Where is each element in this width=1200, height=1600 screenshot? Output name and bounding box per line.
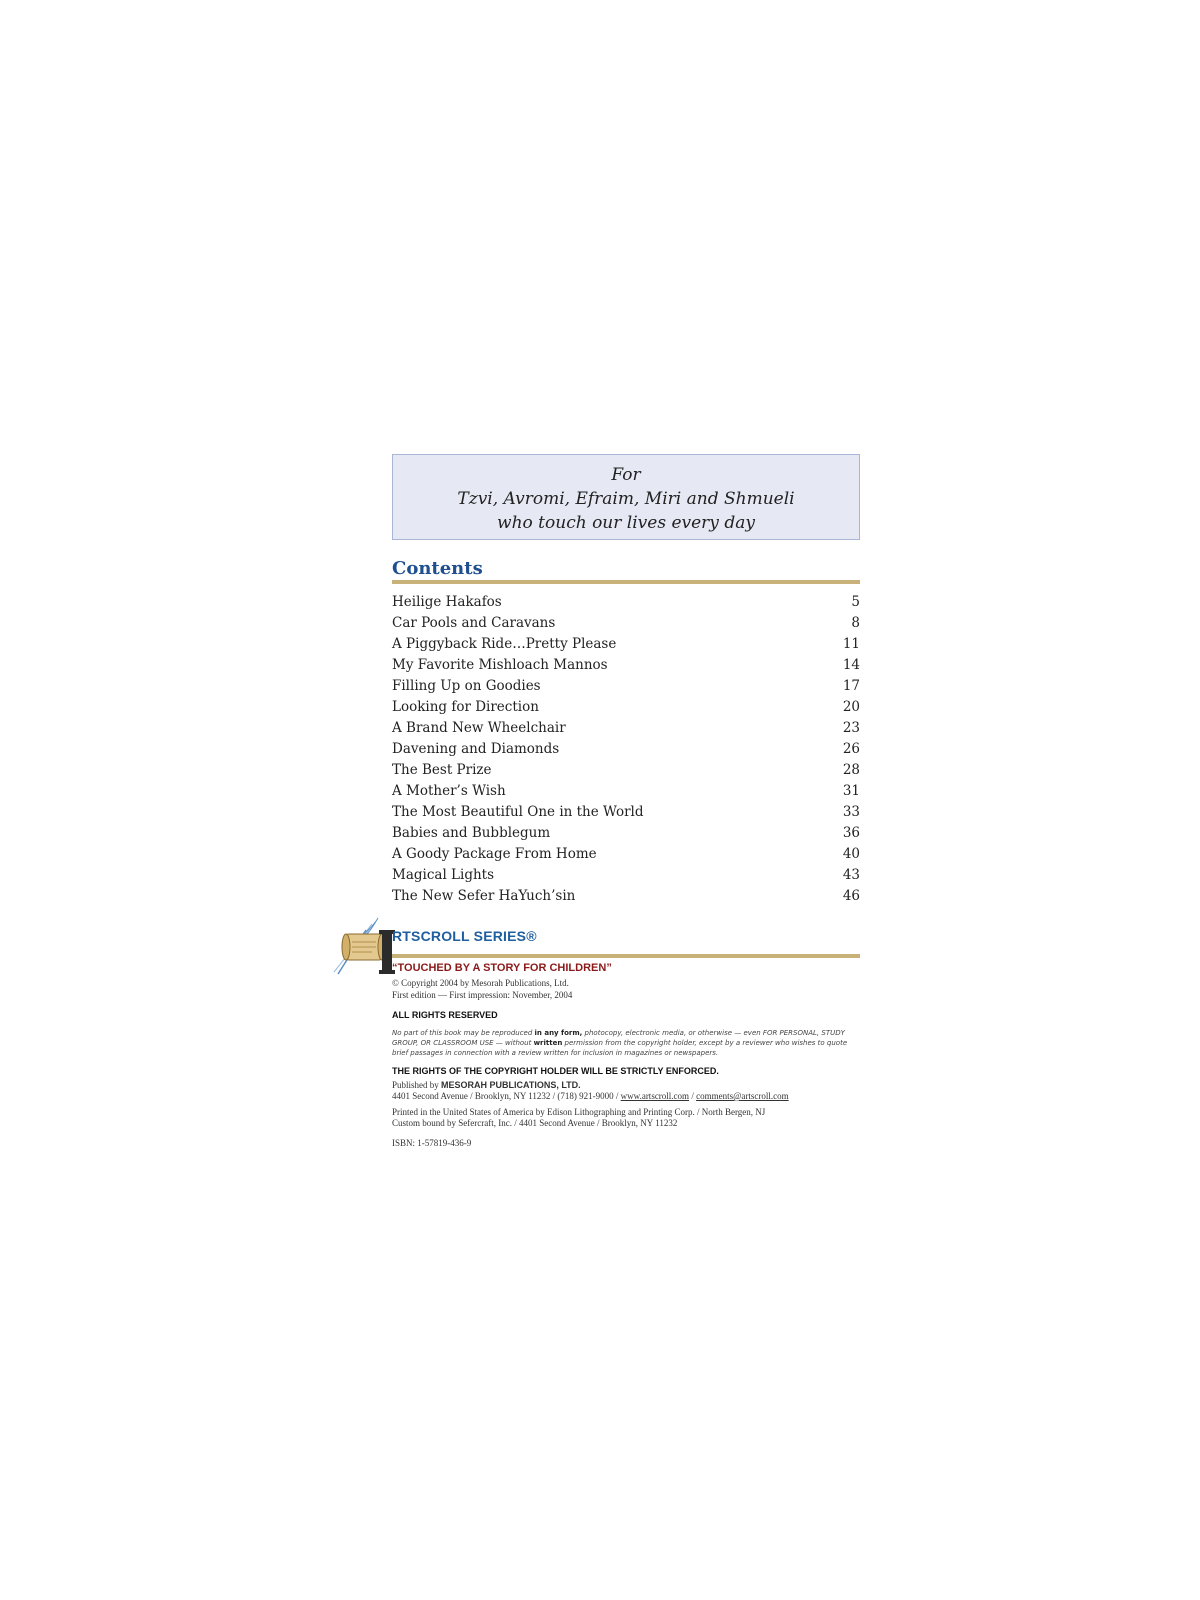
toc-entry bbox=[392, 718, 860, 739]
toc-entry-title: Babies and Bubblegum bbox=[392, 825, 551, 841]
notice-bold-2: written bbox=[533, 1039, 563, 1047]
toc-entry bbox=[392, 676, 860, 697]
reproduction-notice bbox=[392, 1028, 860, 1058]
dedication-box bbox=[392, 454, 860, 540]
dedication-line-2: Tzvi, Avromi, Efraim, Miri and Shmueli bbox=[457, 489, 795, 509]
address-text: 4401 Second Avenue / Brooklyn, NY 11232 / (718) 921-9000 / bbox=[392, 1091, 621, 1101]
toc-entry bbox=[392, 865, 860, 886]
notice-bold-1: in any form, bbox=[534, 1029, 583, 1037]
dedication-line-3: who touch our lives every day bbox=[497, 513, 755, 533]
toc-entry-title: Car Pools and Caravans bbox=[392, 615, 556, 631]
toc-entry-page: 43 bbox=[842, 867, 860, 883]
toc-entry-title: Davening and Diamonds bbox=[392, 741, 560, 757]
toc-entry-page: 17 bbox=[842, 678, 860, 694]
toc-entry bbox=[392, 823, 860, 844]
toc-entry-title: My Favorite Mishloach Mannos bbox=[392, 657, 608, 673]
rights-enforced: THE RIGHTS OF THE COPYRIGHT HOLDER WILL BE STRICTLY ENFORCED. bbox=[392, 1066, 719, 1076]
toc-entry-page: 28 bbox=[842, 762, 860, 778]
toc-entry-title: Magical Lights bbox=[392, 867, 495, 883]
notice-text-3: permission from the copyright holder, except by a reviewer who wishes to quote brief passages in connection with a review written for inclusion in magazines or newspapers. bbox=[392, 1039, 848, 1057]
publisher-name: MESORAH PUBLICATIONS, LTD. bbox=[441, 1080, 581, 1090]
toc-entry-page: 46 bbox=[842, 888, 860, 904]
edition-line: First edition — First impression: November, 2004 bbox=[392, 990, 573, 1000]
toc-entry-page: 20 bbox=[842, 699, 860, 715]
toc-entry-title: Filling Up on Goodies bbox=[392, 678, 541, 694]
toc-entry-page: 33 bbox=[842, 804, 860, 820]
toc-entry-title: A Mother’s Wish bbox=[392, 783, 506, 799]
toc-entry-title: A Brand New Wheelchair bbox=[392, 720, 566, 736]
toc-entry bbox=[392, 886, 860, 907]
toc-entry bbox=[392, 844, 860, 865]
website-link[interactable]: www.artscroll.com bbox=[620, 1091, 690, 1101]
copyright-line: © Copyright 2004 by Mesorah Publications, Ltd. bbox=[392, 978, 569, 988]
notice-text-1: No part of this book may be reproduced bbox=[392, 1029, 535, 1037]
toc-entry-page: 5 bbox=[851, 594, 860, 610]
toc-entry bbox=[392, 592, 860, 613]
bound-line: Custom bound by Sefercraft, Inc. / 4401 Second Avenue / Brooklyn, NY 11232 bbox=[392, 1118, 678, 1128]
toc-entry bbox=[392, 739, 860, 760]
email-link[interactable]: comments@artscroll.com bbox=[696, 1091, 789, 1101]
toc-entry-title: Looking for Direction bbox=[392, 699, 539, 715]
artscroll-scroll-logo-icon bbox=[332, 916, 396, 976]
toc-entry-title: The Best Prize bbox=[392, 762, 492, 778]
toc-entry bbox=[392, 760, 860, 781]
published-by-line bbox=[392, 1080, 581, 1091]
series-name: RTSCROLL SERIES® bbox=[392, 928, 537, 944]
rights-reserved: ALL RIGHTS RESERVED bbox=[392, 1010, 498, 1020]
printed-line: Printed in the United States of America by Edison Lithographing and Printing Corp. / North Bergen, NJ bbox=[392, 1107, 766, 1117]
toc-entry-title: A Goody Package From Home bbox=[392, 846, 597, 862]
toc-entry-title: A Piggyback Ride…Pretty Please bbox=[392, 636, 617, 652]
toc-entry-title: The Most Beautiful One in the World bbox=[392, 804, 644, 820]
toc-entry-title: The New Sefer HaYuch’sin bbox=[392, 888, 576, 904]
toc-entry bbox=[392, 634, 860, 655]
toc-entry-page: 14 bbox=[842, 657, 860, 673]
address-separator: / bbox=[689, 1091, 697, 1101]
notice-text-2: photocopy, electronic media, or otherwise — even FOR PERSONAL, STUDY GROUP, OR CLASSROOM USE — without bbox=[392, 1029, 845, 1047]
publisher-address bbox=[392, 1091, 789, 1102]
toc-entry bbox=[392, 697, 860, 718]
series-divider bbox=[392, 954, 860, 958]
dedication-line-1: For bbox=[611, 465, 641, 485]
toc-entry-page: 40 bbox=[842, 846, 860, 862]
toc-entry bbox=[392, 781, 860, 802]
toc-entry-title: Heilige Hakafos bbox=[392, 594, 502, 610]
toc-entry-page: 23 bbox=[842, 720, 860, 736]
toc-entry bbox=[392, 655, 860, 676]
toc-entry bbox=[392, 613, 860, 634]
contents-heading: Contents bbox=[392, 558, 483, 579]
book-title: “TOUCHED BY A STORY FOR CHILDREN” bbox=[392, 962, 612, 974]
toc-entry bbox=[392, 802, 860, 823]
toc-entry-page: 11 bbox=[842, 636, 860, 652]
table-of-contents bbox=[392, 592, 860, 907]
contents-divider bbox=[392, 580, 860, 584]
published-by-label: Published by bbox=[392, 1080, 442, 1090]
toc-entry-page: 26 bbox=[842, 741, 860, 757]
isbn-line: ISBN: 1-57819-436-9 bbox=[392, 1138, 472, 1148]
toc-entry-page: 31 bbox=[842, 783, 860, 799]
toc-entry-page: 8 bbox=[851, 615, 860, 631]
toc-entry-page: 36 bbox=[842, 825, 860, 841]
